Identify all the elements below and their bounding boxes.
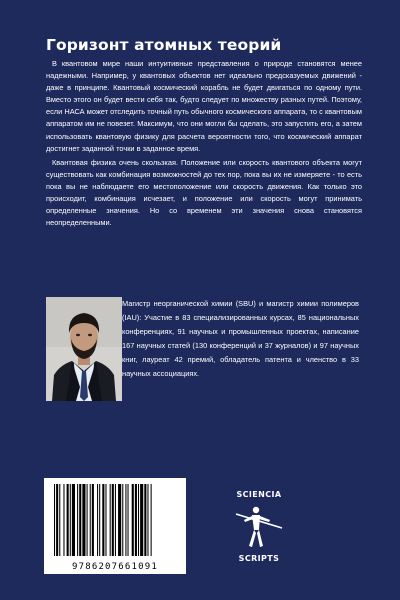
isbn-barcode: [44, 478, 186, 574]
barcode-bar: [63, 484, 64, 556]
barcode-bar: [59, 484, 60, 556]
barcode-bar: [67, 484, 69, 556]
barcode-bar: [90, 484, 91, 556]
author-portrait-image: [46, 297, 122, 401]
barcode-bar: [99, 484, 100, 556]
barcode-bar: [132, 484, 134, 556]
barcode-bar: [92, 484, 94, 556]
barcode-bar: [79, 484, 81, 556]
barcode-bar: [115, 484, 116, 556]
barcode-bar: [56, 484, 58, 556]
barcode-bar: [97, 484, 98, 556]
description-paragraph-1: В квантовом мире наши интуитивные представления о природе становятся менее надежными. Например, у квантовых объектов нет идеально предсказуемых движений - даже в принципе. Квантовый космический корабль не будет двигаться по одному пути. Вместо этого он будет вести себя так, будто следует по множеству разных путей. Поэтому, если НАСА может отследить точный путь обычного космического аппарата, то с квантовым аппаратом им не повезет. Максимум, что они могли бы сделать, это запустить его, а затем использовать квантовую физику для расчета вероятности того, что космический аппарат достигнет заданной точки в заданное время.: [46, 59, 362, 153]
author-bio: Магистр неорганической химии (SBU) и магистр химии полимеров (IAU): Участие в 83 специализированных курсах, 85 национальных конференциях, 91 научных и промышленных проектах, написание 167 научных статей (130 конференций и 37 журналов) и 97 научных книг, лауреат 42 премий, обладатель патента и членство в 33 научных ассоциациях.: [122, 299, 359, 378]
barcode-bar: [54, 484, 55, 556]
publisher-name-bottom: SCRIPTS: [238, 554, 280, 563]
isbn-number: 9786207661091: [71, 562, 159, 572]
barcode-bar: [77, 484, 78, 556]
author-section: [46, 297, 362, 402]
barcode-bar: [135, 484, 137, 556]
barcode-bar: [125, 484, 126, 556]
publisher-logo: [232, 486, 286, 568]
book-description: [46, 58, 362, 231]
barcode-bar: [102, 484, 104, 556]
barcode-bar: [112, 484, 114, 556]
barcode-bar: [144, 484, 146, 556]
author-photo: [46, 297, 122, 401]
barcode-bar: [118, 484, 121, 556]
barcode-bar: [70, 484, 71, 556]
barcode-bar: [128, 484, 129, 556]
barcode-bar: [87, 484, 88, 556]
book-title: Горизонт атомных теорий: [46, 36, 282, 54]
publisher-name-top: SCIENCIA: [236, 490, 282, 499]
barcode-bar: [151, 484, 152, 556]
barcode-bar: [105, 484, 106, 556]
barcode-bar: [147, 484, 148, 556]
barcode-bars: [44, 478, 186, 562]
barcode-bar: [110, 484, 111, 556]
barcode-bar: [140, 484, 143, 556]
description-paragraph-2: Квантовая физика очень скользкая. Положение или скорость квантового объекта могут существовать как комбинация возможностей до тех пор, пока вы их не измеряете - то есть пока вы не наблюдаете его местоположение или скорость движения. Как только это происходит, комбинация исчезает, и положение или скорость могут принимать определенные значения. Но со временем эти значения снова становятся неопределенными.: [46, 157, 362, 228]
barcode-bar: [82, 484, 85, 556]
barcode-bar: [138, 484, 139, 556]
barcode-bar: [72, 484, 75, 556]
barcode-bar: [122, 484, 123, 556]
